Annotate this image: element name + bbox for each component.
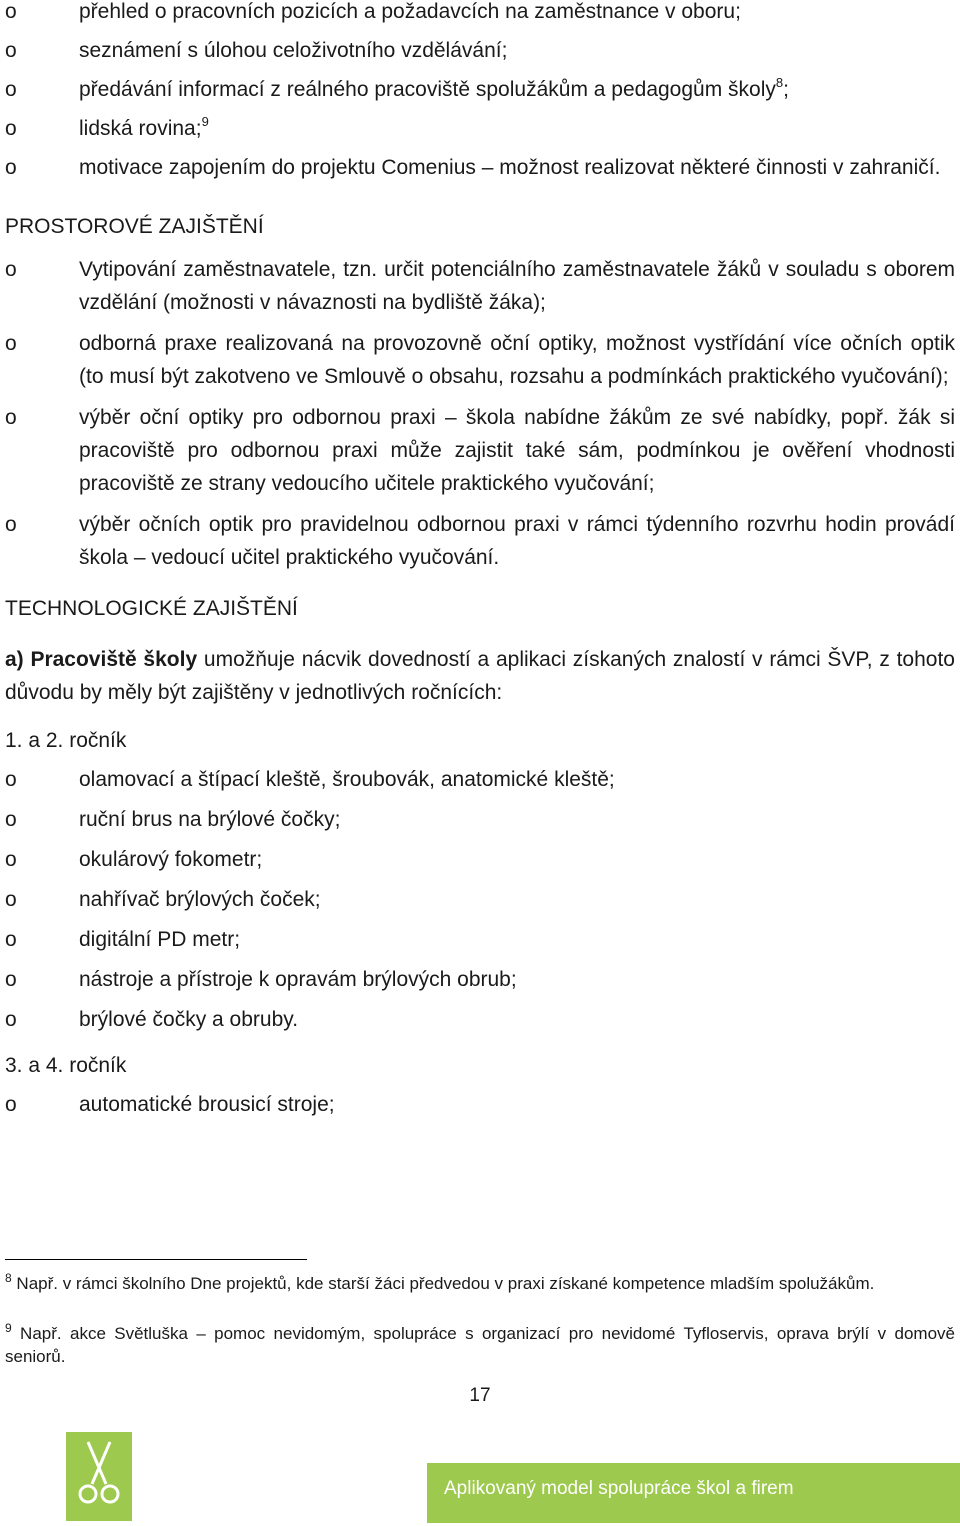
list-item: o motivace zapojením do projektu Comenius – možnost realizovat některé činnosti v zahraničí. xyxy=(5,151,955,184)
benefits-list xyxy=(5,0,955,184)
list-item: o předávání informací z reálného pracoviště spolužákům a pedagogům školy$^8$; xyxy=(5,73,955,106)
list-item: o digitální PD metr; xyxy=(5,923,955,956)
list-bullet: o xyxy=(5,332,17,355)
section-heading-prostorove: PROSTOROVÉ ZAJIŠTĚNÍ xyxy=(5,215,264,238)
list-item: o nahřívač brýlových čoček; xyxy=(5,883,955,916)
list-bullet: o xyxy=(5,968,17,991)
section-heading-technologicke: TECHNOLOGICKÉ ZAJIŠTĚNÍ xyxy=(5,597,298,620)
page-number: 17 xyxy=(469,1385,491,1406)
subheading-rocnik-3-4: 3. a 4. ročník xyxy=(5,1054,127,1077)
list-item: o automatické brousicí stroje; xyxy=(5,1088,955,1121)
list-bullet: o xyxy=(5,768,17,791)
equipment-list-3-4 xyxy=(5,1088,955,1121)
list-item: o Vytipování zaměstnavatele, tzn. určit potenciálního zaměstnavatele žáků v souladu s oborem vzdělání (možnosti v návaznosti na bydliště žáka); xyxy=(5,253,955,319)
list-item: o okulárový fokometr; xyxy=(5,843,955,876)
scissors-icon xyxy=(66,1432,132,1521)
list-item: o lidská rovina;$^9$ xyxy=(5,112,955,145)
footnote-9: $^9$ Např. akce Světluška – pomoc nevidomým, spolupráce s organizací pro nevidomé Tyfloservis, oprava brýlí v domově seniorů. xyxy=(5,1321,955,1366)
list-bullet: o xyxy=(5,117,17,140)
footnote-ref-9: 9 xyxy=(201,114,209,129)
paragraph-workplace: a) Pracoviště školy umožňuje nácvik dovedností a aplikaci získaných znalostí v rámci ŠVP, z tohoto důvodu by měly být zajištěny v jednotlivých ročnících: xyxy=(5,648,955,704)
list-item: o odborná praxe realizovaná na provozovně oční optiky, možnost vystřídání více očních optik (to musí být zakotveno ve Smlouvě o obsahu, rozsahu a podmínkách praktického vyučování); xyxy=(5,327,955,393)
list-bullet: o xyxy=(5,0,17,23)
equipment-list-1-2 xyxy=(5,763,955,1036)
list-bullet: o xyxy=(5,888,17,911)
footnote-ref-8: 8 xyxy=(775,75,784,90)
list-item: o brýlové čočky a obruby. xyxy=(5,1003,955,1036)
footnote-number: 8 xyxy=(5,1271,12,1285)
list-item: o ruční brus na brýlové čočky; xyxy=(5,803,955,836)
list-item: o výběr oční optiky pro odbornou praxi – škola nabídne žákům ze své nabídky, popř. žák si pracoviště pro odbornou praxi může zajistit také sám, podmínkou je ověření vhodnosti pracoviště ze strany vedoucího učitele praktického vyučování; xyxy=(5,401,955,500)
footnote-separator xyxy=(5,1259,307,1260)
list-bullet: o xyxy=(5,39,17,62)
list-bullet: o xyxy=(5,1008,17,1031)
page-content xyxy=(5,0,955,1121)
list-item: o olamovací a štípací kleště, šroubovák, anatomické kleště; xyxy=(5,763,955,796)
list-item: o seznámení s úlohou celoživotního vzdělávání; xyxy=(5,34,955,67)
logo xyxy=(66,1432,132,1521)
footnote-8: $^8$ Např. v rámci školního Dne projektů, kde starší žáci předvedou v praxi získané kompetence mladším spolužákům. xyxy=(5,1271,875,1293)
list-bullet: o xyxy=(5,848,17,871)
footnote-number: 9 xyxy=(5,1321,12,1335)
list-bullet: o xyxy=(5,808,17,831)
list-bullet: o xyxy=(5,1093,17,1116)
subheading-rocnik-1-2: 1. a 2. ročník xyxy=(5,729,127,752)
list-item: o nástroje a přístroje k opravám brýlových obrub; xyxy=(5,963,955,996)
list-bullet: o xyxy=(5,78,17,101)
list-item: o výběr očních optik pro pravidelnou odbornou praxi v rámci týdenního rozvrhu hodin provádí škola – vedoucí učitel praktického vyučování. xyxy=(5,508,955,574)
paragraph-bold-lead: a) Pracoviště školy xyxy=(5,648,198,671)
list-bullet: o xyxy=(5,928,17,951)
list-bullet: o xyxy=(5,513,17,536)
list-bullet: o xyxy=(5,156,17,179)
banner-title: Aplikovaný model spolupráce škol a firem xyxy=(444,1478,794,1499)
list-bullet: o xyxy=(5,406,17,429)
list-item: o přehled o pracovních pozicích a požadavcích na zaměstnance v oboru; xyxy=(5,0,955,28)
spatial-list xyxy=(5,253,955,574)
list-bullet: o xyxy=(5,258,17,281)
